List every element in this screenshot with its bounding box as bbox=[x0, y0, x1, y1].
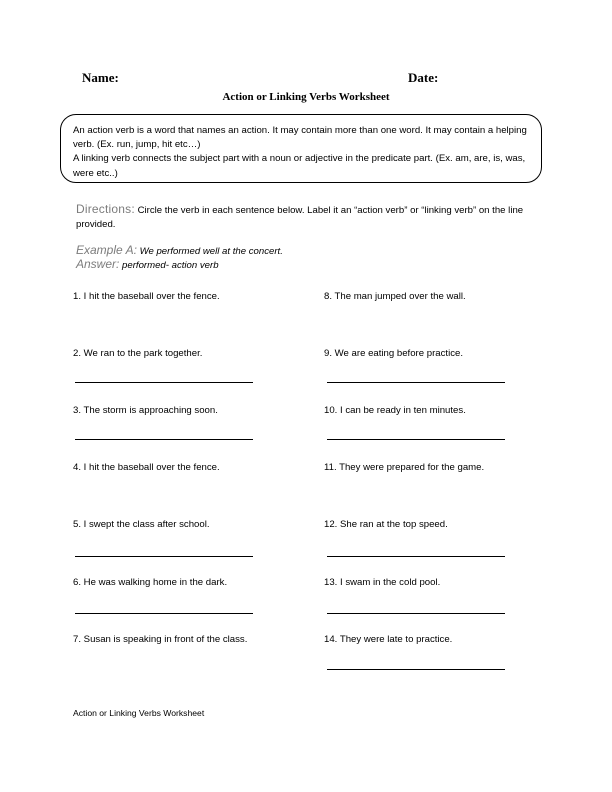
question-item: 9. We are eating before practice. bbox=[324, 348, 464, 359]
name-label: Name: bbox=[82, 70, 119, 85]
question-item: 2. We ran to the park together. bbox=[73, 348, 203, 359]
question-item: 1. I hit the baseball over the fence. bbox=[73, 291, 220, 302]
answer-line[interactable] bbox=[75, 382, 253, 383]
answer-line[interactable] bbox=[327, 439, 505, 440]
answer-label: Answer: bbox=[76, 257, 120, 271]
question-item: 4. I hit the baseball over the fence. bbox=[73, 462, 220, 473]
action-verb-definition: An action verb is a word that names an action. It may contain more than one word. It may contain a helping verb. (Ex. run, jump, hit etc…) bbox=[73, 125, 527, 151]
question-item: 8. The man jumped over the wall. bbox=[324, 291, 466, 302]
question-item: 11. They were prepared for the game. bbox=[324, 462, 485, 473]
linking-verb-definition: A linking verb connects the subject part with a noun or adjective in the predicate part. (Ex. am, are, is, was, were etc..) bbox=[73, 153, 526, 179]
answer-line[interactable] bbox=[75, 556, 253, 557]
question-item: 13. I swam in the cold pool. bbox=[324, 577, 441, 588]
example-answer: performed- action verb bbox=[122, 260, 219, 271]
footer-text: Action or Linking Verbs Worksheet bbox=[73, 708, 205, 718]
worksheet-title: Action or Linking Verbs Worksheet bbox=[222, 91, 390, 103]
example-sentence: We performed well at the concert. bbox=[139, 246, 283, 257]
answer-line[interactable] bbox=[327, 613, 505, 614]
question-item: 7. Susan is speaking in front of the class. bbox=[73, 634, 248, 645]
question-item: 5. I swept the class after school. bbox=[73, 519, 210, 530]
date-label: Date: bbox=[408, 70, 439, 85]
directions-label: Directions: bbox=[76, 202, 135, 216]
answer-row bbox=[76, 258, 283, 272]
answer-line[interactable] bbox=[327, 556, 505, 557]
question-item: 10. I can be ready in ten minutes. bbox=[324, 405, 466, 416]
question-item: 14. They were late to practice. bbox=[324, 634, 453, 645]
example-label: Example A: bbox=[76, 243, 137, 257]
question-item: 3. The storm is approaching soon. bbox=[73, 405, 218, 416]
example-row bbox=[76, 244, 283, 258]
answer-line[interactable] bbox=[327, 382, 505, 383]
question-item: 6. He was walking home in the dark. bbox=[73, 577, 228, 588]
answer-line[interactable] bbox=[327, 669, 505, 670]
answer-line[interactable] bbox=[75, 439, 253, 440]
answer-line[interactable] bbox=[75, 613, 253, 614]
directions-text: Circle the verb in each sentence below. Label it an “action verb” or “linking verb” on the line provided. bbox=[76, 205, 524, 230]
example-block bbox=[76, 244, 283, 272]
question-item: 12. She ran at the top speed. bbox=[324, 519, 448, 530]
definition-box bbox=[60, 114, 542, 183]
directions bbox=[76, 202, 536, 232]
